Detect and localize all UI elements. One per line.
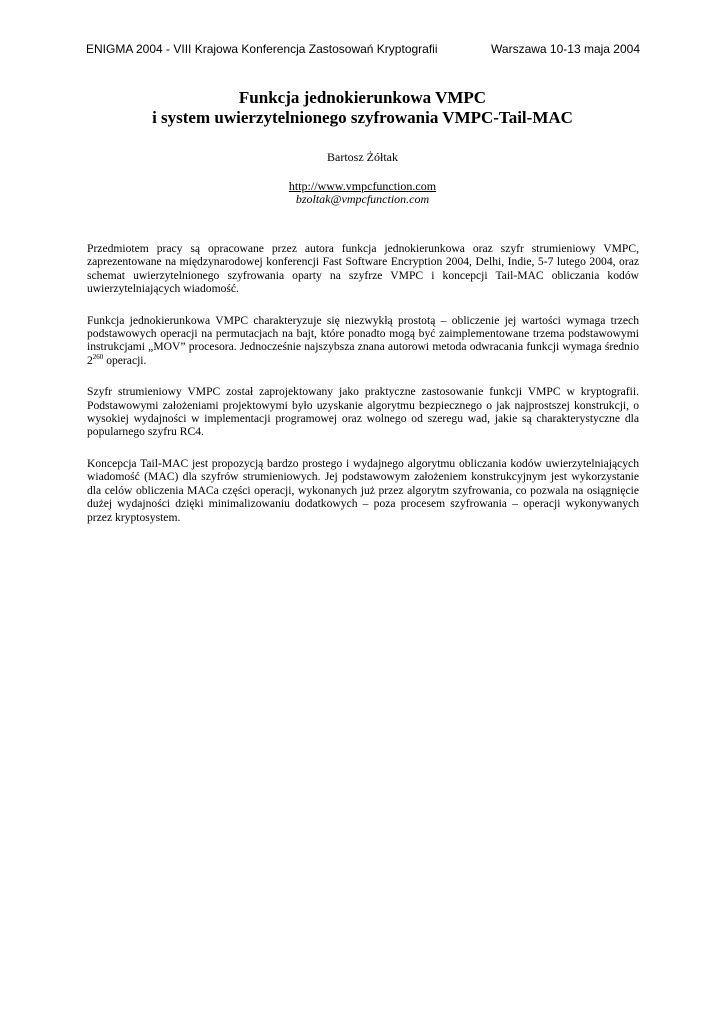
title-block bbox=[0, 88, 725, 206]
paragraph-2-text: Funkcja jednokierunkowa VMPC charakteryzuje się niezwykłą prostotą – obliczenie jej wartości wymaga trzech podstawowych operacji na permutacjach na bajt, które ponadto mogą być zaimplementowane trzema podstawowymi instrukcjami „MOV” procesora. Jednocześnie najszybsza znana autorowi metoda odwracania funkcji wymaga średnio 2 bbox=[87, 313, 639, 367]
conference-name: ENIGMA 2004 - VIII Krajowa Konferencja Zastosowań Kryptografii bbox=[86, 42, 438, 56]
paragraph-3: Szyfr strumieniowy VMPC został zaprojektowany jako praktyczne zastosowanie funkcji VMPC w kryptografii. Podstawowymi założeniami projektowymi było uzyskanie algorytmu bezpiecznego o jak najprostszej konstrukcji, o wysokiej wydajności w implementacji programowej oraz wolnego od szeregu wad, jakie są charakterystyczne dla popularnego szyfru RC4. bbox=[87, 385, 639, 439]
paragraph-2-tail: operacji. bbox=[103, 353, 147, 367]
paragraph-1: Przedmiotem pracy są opracowane przez autora funkcja jednokierunkowa oraz szyfr strumieniowy VMPC, zaprezentowane na międzynarodowej konferencji Fast Software Encryption 2004, Delhi, Indie, 5-7 lutego 2004, oraz schemat uwierzytelnionego szyfrowania oparty na szyfrze VMPC i koncepcji Tail-MAC obliczania kodów uwierzytelniających wiadomość. bbox=[87, 242, 639, 296]
paragraph-4: Koncepcja Tail-MAC jest propozycją bardzo prostego i wydajnego algorytmu obliczania kodów uwierzytelniających wiadomość (MAC) dla szyfrów strumieniowych. Jej podstawowym założeniem konstrukcyjnym jest wykorzystanie dla celów obliczenia MACa części operacji, wykonanych już przez algorytm szyfrowania, co pozwala na osiągnięcie dużej wydajności dzięki minimalizowaniu dodatkowych – poza procesem szyfrowania – operacji wykonywanych przez kryptosystem. bbox=[87, 456, 639, 524]
paragraph-2 bbox=[87, 314, 639, 368]
author-email: bzoltak@vmpcfunction.com bbox=[295, 192, 430, 206]
paragraph-2-exponent: 260 bbox=[92, 352, 104, 361]
title-line-1: Funkcja jednokierunkowa VMPC bbox=[238, 88, 487, 107]
running-header bbox=[86, 42, 640, 56]
abstract-body bbox=[87, 242, 639, 542]
conference-location-date: Warszawa 10-13 maja 2004 bbox=[491, 42, 640, 56]
author-url-link[interactable]: http://www.vmpcfunction.com bbox=[288, 179, 437, 193]
author-name: Bartosz Żółtak bbox=[327, 150, 398, 164]
title-line-2: i system uwierzytelnionego szyfrowania VMPC-Tail-MAC bbox=[152, 108, 573, 127]
